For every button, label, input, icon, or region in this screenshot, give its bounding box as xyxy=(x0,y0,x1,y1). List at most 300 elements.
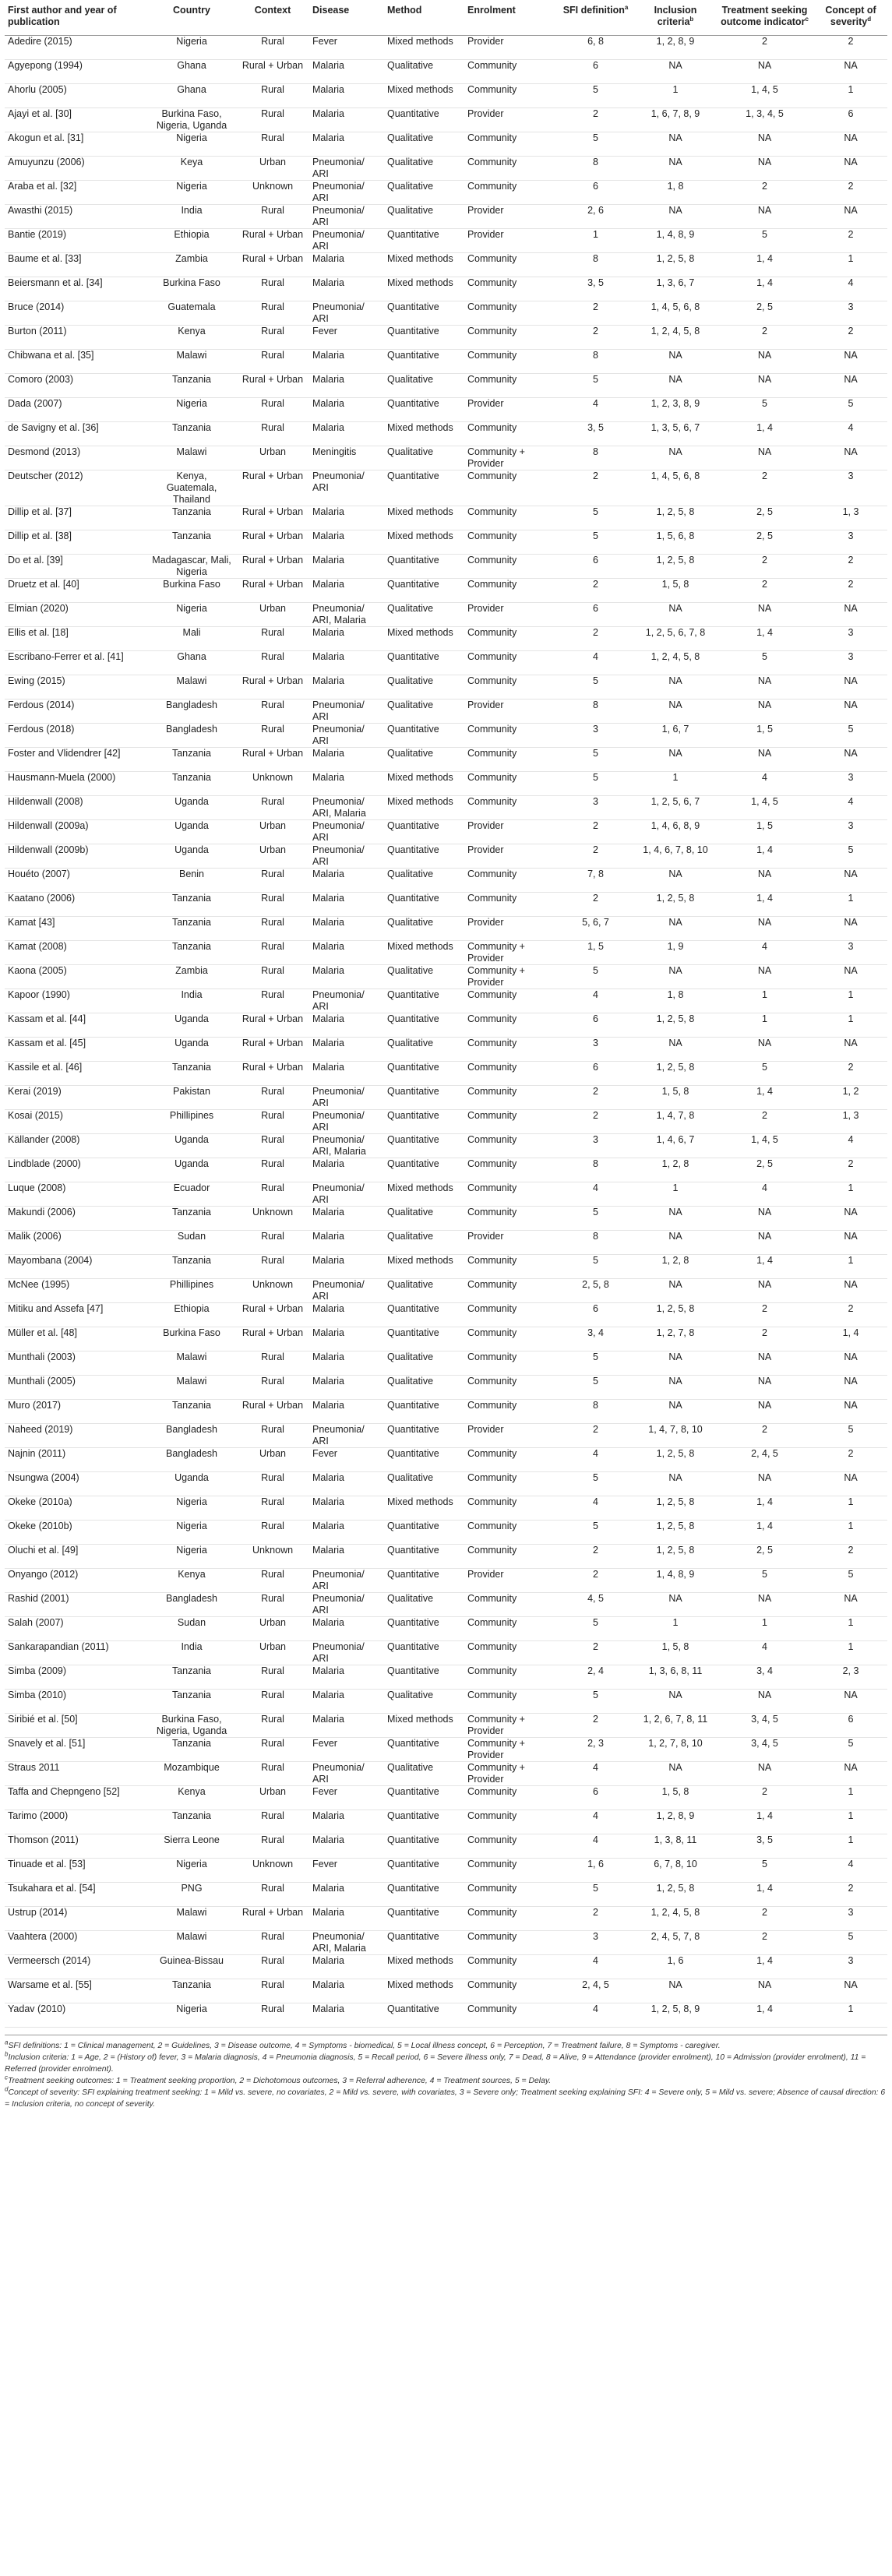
cell-concept-of-severity: NA xyxy=(814,1761,887,1785)
cell-enrolment: Community xyxy=(464,650,555,675)
table-row xyxy=(5,1158,887,1182)
cell-concept-of-severity: NA xyxy=(814,1399,887,1423)
cell-author: Rashid (2001) xyxy=(5,1592,147,1616)
cell-enrolment: Community xyxy=(464,1785,555,1810)
table-row xyxy=(5,59,887,83)
cell-sfi-definition: 3 xyxy=(555,795,636,819)
cell-context: Urban xyxy=(236,602,309,626)
cell-inclusion-criteria: 1 xyxy=(636,1182,715,1206)
table-row xyxy=(5,1399,887,1423)
cell-disease: Malaria xyxy=(309,650,384,675)
cell-country: Ghana xyxy=(147,650,236,675)
cell-country: Nigeria xyxy=(147,602,236,626)
cell-sfi-definition: 8 xyxy=(555,699,636,723)
cell-author: Houéto (2007) xyxy=(5,868,147,892)
cell-inclusion-criteria: 1 xyxy=(636,1616,715,1640)
cell-disease: Malaria xyxy=(309,397,384,421)
header-treatment-indicator: Treatment seeking outcome indicator$^c$ xyxy=(715,3,814,35)
cell-sfi-definition: 8 xyxy=(555,1158,636,1182)
cell-country: Kenya xyxy=(147,325,236,349)
cell-disease: Malaria xyxy=(309,1471,384,1496)
cell-country: Tanzania xyxy=(147,1665,236,1689)
table-row xyxy=(5,1013,887,1037)
cell-inclusion-criteria: 1, 5, 8 xyxy=(636,1640,715,1665)
cell-treatment-indicator: NA xyxy=(715,132,814,156)
cell-method: Quantitative xyxy=(384,1520,464,1544)
table-row xyxy=(5,650,887,675)
cell-method: Mixed methods xyxy=(384,771,464,795)
cell-context: Rural xyxy=(236,795,309,819)
cell-country: Bangladesh xyxy=(147,1423,236,1447)
cell-country: Phillipines xyxy=(147,1109,236,1133)
table-row xyxy=(5,1520,887,1544)
cell-country: Malawi xyxy=(147,446,236,470)
cell-country: Nigeria xyxy=(147,397,236,421)
table-row xyxy=(5,349,887,373)
cell-inclusion-criteria: 1, 2, 5, 8 xyxy=(636,1544,715,1568)
cell-enrolment: Community xyxy=(464,1037,555,1061)
cell-context: Rural + Urban xyxy=(236,1327,309,1351)
cell-concept-of-severity: 1, 2 xyxy=(814,1085,887,1109)
cell-treatment-indicator: 3, 4, 5 xyxy=(715,1713,814,1737)
table-row xyxy=(5,1568,887,1592)
cell-author: Dada (2007) xyxy=(5,397,147,421)
cell-context: Rural xyxy=(236,107,309,132)
cell-country: Nigeria xyxy=(147,132,236,156)
cell-inclusion-criteria: 1, 4, 8, 9 xyxy=(636,228,715,252)
cell-treatment-indicator: 2 xyxy=(715,1423,814,1447)
cell-inclusion-criteria: 1, 4, 8, 9 xyxy=(636,1568,715,1592)
cell-sfi-definition: 8 xyxy=(555,349,636,373)
cell-author: Araba et al. [32] xyxy=(5,180,147,204)
cell-disease: Malaria xyxy=(309,1616,384,1640)
cell-treatment-indicator: 2, 5 xyxy=(715,301,814,325)
cell-sfi-definition: 5 xyxy=(555,506,636,530)
cell-method: Quantitative xyxy=(384,107,464,132)
cell-sfi-definition: 6 xyxy=(555,1302,636,1327)
cell-enrolment: Community xyxy=(464,723,555,747)
cell-disease: Malaria xyxy=(309,1544,384,1568)
cell-method: Mixed methods xyxy=(384,83,464,107)
cell-enrolment: Community xyxy=(464,1954,555,1979)
cell-context: Rural xyxy=(236,723,309,747)
cell-inclusion-criteria: NA xyxy=(636,349,715,373)
cell-concept-of-severity: 1 xyxy=(814,892,887,916)
cell-concept-of-severity: NA xyxy=(814,59,887,83)
cell-disease: Malaria xyxy=(309,916,384,940)
cell-disease: Malaria xyxy=(309,1206,384,1230)
cell-concept-of-severity: 5 xyxy=(814,1930,887,1954)
cell-disease: Malaria xyxy=(309,554,384,578)
cell-concept-of-severity: 3 xyxy=(814,1954,887,1979)
table-row xyxy=(5,530,887,554)
cell-method: Qualitative xyxy=(384,1230,464,1254)
cell-concept-of-severity: NA xyxy=(814,699,887,723)
cell-treatment-indicator: NA xyxy=(715,916,814,940)
cell-sfi-definition: 4 xyxy=(555,2003,636,2027)
cell-enrolment: Provider xyxy=(464,916,555,940)
header-concept-of-severity: Concept of severity$^d$ xyxy=(814,3,887,35)
cell-treatment-indicator: 1, 5 xyxy=(715,819,814,844)
cell-author: Salah (2007) xyxy=(5,1616,147,1640)
table-row xyxy=(5,1785,887,1810)
cell-method: Mixed methods xyxy=(384,530,464,554)
cell-enrolment: Community + Provider xyxy=(464,1713,555,1737)
cell-method: Quantitative xyxy=(384,1665,464,1689)
cell-country: Keya xyxy=(147,156,236,180)
cell-disease: Malaria xyxy=(309,1061,384,1085)
cell-context: Rural + Urban xyxy=(236,675,309,699)
cell-method: Quantitative xyxy=(384,578,464,602)
cell-context: Rural xyxy=(236,1496,309,1520)
cell-inclusion-criteria: 1, 5, 8 xyxy=(636,578,715,602)
table-row xyxy=(5,1640,887,1665)
cell-enrolment: Community xyxy=(464,1930,555,1954)
cell-country: Benin xyxy=(147,868,236,892)
footnote-mark: b xyxy=(5,2050,9,2058)
cell-context: Urban xyxy=(236,819,309,844)
cell-treatment-indicator: 1, 4 xyxy=(715,252,814,277)
cell-treatment-indicator: 1, 4 xyxy=(715,1254,814,1278)
cell-sfi-definition: 5 xyxy=(555,964,636,988)
cell-treatment-indicator: 1, 4 xyxy=(715,1882,814,1906)
cell-concept-of-severity: 1 xyxy=(814,1254,887,1278)
cell-concept-of-severity: NA xyxy=(814,964,887,988)
cell-country: Sudan xyxy=(147,1616,236,1640)
cell-sfi-definition: 5 xyxy=(555,1254,636,1278)
cell-disease: Pneumonia/ ARI, Malaria xyxy=(309,1930,384,1954)
cell-concept-of-severity: 1, 3 xyxy=(814,1109,887,1133)
cell-treatment-indicator: NA xyxy=(715,373,814,397)
cell-inclusion-criteria: NA xyxy=(636,59,715,83)
cell-inclusion-criteria: 1, 2, 7, 8 xyxy=(636,1327,715,1351)
cell-treatment-indicator: NA xyxy=(715,1471,814,1496)
table-row xyxy=(5,421,887,446)
table-row xyxy=(5,506,887,530)
cell-country: Ethiopia xyxy=(147,228,236,252)
cell-method: Quantitative xyxy=(384,1109,464,1133)
cell-concept-of-severity: NA xyxy=(814,373,887,397)
cell-enrolment: Community xyxy=(464,1616,555,1640)
cell-disease: Pneumonia/ ARI xyxy=(309,1761,384,1785)
cell-method: Quantitative xyxy=(384,1930,464,1954)
cell-treatment-indicator: 1, 4 xyxy=(715,1520,814,1544)
cell-concept-of-severity: 5 xyxy=(814,1568,887,1592)
cell-treatment-indicator: NA xyxy=(715,1351,814,1375)
cell-enrolment: Provider xyxy=(464,204,555,228)
cell-context: Rural xyxy=(236,892,309,916)
cell-treatment-indicator: 1, 4 xyxy=(715,1954,814,1979)
cell-method: Mixed methods xyxy=(384,1954,464,1979)
cell-method: Quantitative xyxy=(384,325,464,349)
table-row xyxy=(5,1858,887,1882)
cell-country: Sierra Leone xyxy=(147,1834,236,1858)
cell-author: Kerai (2019) xyxy=(5,1085,147,1109)
cell-sfi-definition: 4 xyxy=(555,1182,636,1206)
cell-enrolment: Community xyxy=(464,1278,555,1302)
cell-disease: Malaria xyxy=(309,277,384,301)
cell-method: Quantitative xyxy=(384,1085,464,1109)
cell-country: Kenya xyxy=(147,1568,236,1592)
table-row xyxy=(5,1616,887,1640)
cell-author: Agyepong (1994) xyxy=(5,59,147,83)
cell-country: Burkina Faso, Nigeria, Uganda xyxy=(147,1713,236,1737)
cell-method: Quantitative xyxy=(384,844,464,868)
cell-enrolment: Community xyxy=(464,747,555,771)
cell-inclusion-criteria: 1, 2, 5, 6, 7 xyxy=(636,795,715,819)
table-row xyxy=(5,397,887,421)
cell-sfi-definition: 5 xyxy=(555,1689,636,1713)
cell-treatment-indicator: NA xyxy=(715,156,814,180)
table-header xyxy=(5,3,887,35)
cell-context: Rural + Urban xyxy=(236,1061,309,1085)
cell-method: Quantitative xyxy=(384,349,464,373)
cell-sfi-definition: 8 xyxy=(555,1399,636,1423)
cell-enrolment: Community xyxy=(464,578,555,602)
cell-inclusion-criteria: NA xyxy=(636,156,715,180)
cell-sfi-definition: 4, 5 xyxy=(555,1592,636,1616)
cell-author: Lindblade (2000) xyxy=(5,1158,147,1182)
cell-inclusion-criteria: 1, 2, 7, 8, 10 xyxy=(636,1737,715,1761)
cell-method: Qualitative xyxy=(384,747,464,771)
table-row xyxy=(5,277,887,301)
cell-sfi-definition: 2 xyxy=(555,325,636,349)
cell-concept-of-severity: NA xyxy=(814,1375,887,1399)
cell-inclusion-criteria: NA xyxy=(636,1351,715,1375)
cell-disease: Malaria xyxy=(309,132,384,156)
table-row xyxy=(5,1109,887,1133)
cell-concept-of-severity: 2 xyxy=(814,1882,887,1906)
cell-sfi-definition: 7, 8 xyxy=(555,868,636,892)
cell-inclusion-criteria: 1, 2, 8, 9 xyxy=(636,35,715,59)
cell-author: Hildenwall (2009a) xyxy=(5,819,147,844)
cell-method: Mixed methods xyxy=(384,1182,464,1206)
cell-sfi-definition: 2 xyxy=(555,470,636,506)
cell-context: Urban xyxy=(236,1616,309,1640)
cell-context: Rural + Urban xyxy=(236,1906,309,1930)
cell-country: Malawi xyxy=(147,349,236,373)
cell-enrolment: Community xyxy=(464,252,555,277)
cell-method: Quantitative xyxy=(384,988,464,1013)
cell-inclusion-criteria: 1, 4, 5, 6, 8 xyxy=(636,470,715,506)
cell-country: Nigeria xyxy=(147,180,236,204)
cell-enrolment: Community xyxy=(464,1447,555,1471)
cell-method: Qualitative xyxy=(384,868,464,892)
cell-country: Burkina Faso xyxy=(147,1327,236,1351)
table-row xyxy=(5,1423,887,1447)
cell-concept-of-severity: 1 xyxy=(814,1616,887,1640)
cell-inclusion-criteria: 1 xyxy=(636,83,715,107)
cell-concept-of-severity: 1 xyxy=(814,1013,887,1037)
cell-country: India xyxy=(147,988,236,1013)
cell-method: Qualitative xyxy=(384,156,464,180)
cell-country: Sudan xyxy=(147,1230,236,1254)
cell-treatment-indicator: 2 xyxy=(715,1930,814,1954)
cell-concept-of-severity: 1 xyxy=(814,1785,887,1810)
cell-inclusion-criteria: 1, 3, 5, 6, 7 xyxy=(636,421,715,446)
cell-method: Quantitative xyxy=(384,1133,464,1158)
footnote xyxy=(5,2075,887,2087)
cell-disease: Pneumonia/ ARI xyxy=(309,1085,384,1109)
cell-author: de Savigny et al. [36] xyxy=(5,421,147,446)
cell-sfi-definition: 4 xyxy=(555,650,636,675)
cell-enrolment: Community xyxy=(464,554,555,578)
cell-inclusion-criteria: 1, 2, 8 xyxy=(636,1254,715,1278)
cell-treatment-indicator: NA xyxy=(715,699,814,723)
cell-inclusion-criteria: NA xyxy=(636,1399,715,1423)
cell-disease: Pneumonia/ ARI, Malaria xyxy=(309,1133,384,1158)
cell-country: Guatemala xyxy=(147,301,236,325)
cell-sfi-definition: 2 xyxy=(555,844,636,868)
cell-concept-of-severity: 1, 3 xyxy=(814,506,887,530)
cell-sfi-definition: 2 xyxy=(555,1544,636,1568)
cell-concept-of-severity: 1 xyxy=(814,988,887,1013)
cell-author: Munthali (2005) xyxy=(5,1375,147,1399)
footnote xyxy=(5,2040,887,2052)
cell-concept-of-severity: 4 xyxy=(814,1133,887,1158)
cell-enrolment: Provider xyxy=(464,228,555,252)
cell-method: Mixed methods xyxy=(384,795,464,819)
cell-country: Uganda xyxy=(147,1013,236,1037)
cell-country: Burkina Faso xyxy=(147,277,236,301)
cell-treatment-indicator: 3, 4, 5 xyxy=(715,1737,814,1761)
cell-context: Rural xyxy=(236,35,309,59)
cell-method: Mixed methods xyxy=(384,1713,464,1737)
cell-concept-of-severity: 2 xyxy=(814,554,887,578)
cell-enrolment: Community xyxy=(464,868,555,892)
cell-author: Dillip et al. [38] xyxy=(5,530,147,554)
cell-context: Rural xyxy=(236,626,309,650)
cell-context: Urban xyxy=(236,1447,309,1471)
cell-enrolment: Community + Provider xyxy=(464,964,555,988)
cell-method: Quantitative xyxy=(384,301,464,325)
cell-enrolment: Community xyxy=(464,83,555,107)
cell-enrolment: Provider xyxy=(464,1423,555,1447)
cell-inclusion-criteria: NA xyxy=(636,1375,715,1399)
cell-country: India xyxy=(147,204,236,228)
cell-author: Naheed (2019) xyxy=(5,1423,147,1447)
cell-inclusion-criteria: 1, 2, 4, 5, 8 xyxy=(636,325,715,349)
cell-disease: Malaria xyxy=(309,747,384,771)
cell-enrolment: Community xyxy=(464,892,555,916)
cell-concept-of-severity: NA xyxy=(814,1206,887,1230)
cell-concept-of-severity: 2, 3 xyxy=(814,1665,887,1689)
footnote-text: Concept of severity: SFI explaining treatment seeking: 1 = Mild vs. severe, no covariates, 2 = Mild vs. severe, with covariates, 3 = Severe only; Treatment seeking explaining SFI: 4 = Severe only, 5 = Mild vs. severe; Absence of causal direction: 6 = Inclusion criteria, no concept of severity. xyxy=(5,2088,886,2109)
cell-method: Qualitative xyxy=(384,1761,464,1785)
cell-method: Mixed methods xyxy=(384,1254,464,1278)
cell-concept-of-severity: 1 xyxy=(814,1182,887,1206)
cell-country: Nigeria xyxy=(147,1544,236,1568)
cell-concept-of-severity: NA xyxy=(814,1979,887,2003)
cell-country: Malawi xyxy=(147,1351,236,1375)
cell-sfi-definition: 5 xyxy=(555,675,636,699)
cell-disease: Fever xyxy=(309,1858,384,1882)
table-row xyxy=(5,35,887,59)
cell-treatment-indicator: 2, 4, 5 xyxy=(715,1447,814,1471)
cell-inclusion-criteria: 1, 8 xyxy=(636,988,715,1013)
cell-disease: Malaria xyxy=(309,1954,384,1979)
cell-context: Rural xyxy=(236,277,309,301)
cell-enrolment: Community xyxy=(464,1471,555,1496)
cell-inclusion-criteria: 1, 8 xyxy=(636,180,715,204)
cell-disease: Malaria xyxy=(309,1882,384,1906)
cell-method: Qualitative xyxy=(384,1471,464,1496)
cell-disease: Malaria xyxy=(309,1351,384,1375)
cell-inclusion-criteria: 1, 3, 6, 8, 11 xyxy=(636,1665,715,1689)
cell-sfi-definition: 8 xyxy=(555,156,636,180)
cell-concept-of-severity: NA xyxy=(814,156,887,180)
cell-treatment-indicator: 2 xyxy=(715,325,814,349)
table-row xyxy=(5,916,887,940)
cell-context: Rural xyxy=(236,1568,309,1592)
cell-author: Oluchi et al. [49] xyxy=(5,1544,147,1568)
cell-method: Qualitative xyxy=(384,1375,464,1399)
cell-sfi-definition: 4 xyxy=(555,1761,636,1785)
cell-country: Bangladesh xyxy=(147,699,236,723)
cell-method: Quantitative xyxy=(384,228,464,252)
cell-sfi-definition: 2, 3 xyxy=(555,1737,636,1761)
cell-disease: Malaria xyxy=(309,964,384,988)
cell-context: Rural xyxy=(236,1471,309,1496)
cell-inclusion-criteria: NA xyxy=(636,132,715,156)
cell-enrolment: Community xyxy=(464,470,555,506)
cell-country: Malawi xyxy=(147,1930,236,1954)
cell-context: Rural xyxy=(236,1834,309,1858)
header-inclusion-criteria: Inclusion criteria$^b$ xyxy=(636,3,715,35)
cell-treatment-indicator: NA xyxy=(715,1979,814,2003)
cell-author: Foster and Vlidendrer [42] xyxy=(5,747,147,771)
cell-inclusion-criteria: NA xyxy=(636,446,715,470)
cell-enrolment: Community xyxy=(464,795,555,819)
cell-concept-of-severity: NA xyxy=(814,349,887,373)
cell-enrolment: Community xyxy=(464,1689,555,1713)
table-row xyxy=(5,795,887,819)
cell-author: Ferdous (2018) xyxy=(5,723,147,747)
table-row xyxy=(5,868,887,892)
cell-author: Okeke (2010a) xyxy=(5,1496,147,1520)
cell-method: Quantitative xyxy=(384,1544,464,1568)
cell-sfi-definition: 5 xyxy=(555,771,636,795)
cell-context: Rural xyxy=(236,1375,309,1399)
cell-sfi-definition: 2 xyxy=(555,107,636,132)
table-row xyxy=(5,819,887,844)
cell-context: Rural xyxy=(236,1930,309,1954)
cell-disease: Pneumonia/ ARI xyxy=(309,844,384,868)
cell-concept-of-severity: NA xyxy=(814,1230,887,1254)
header-country: Country xyxy=(147,3,236,35)
cell-concept-of-severity: 1 xyxy=(814,2003,887,2027)
cell-concept-of-severity: 6 xyxy=(814,107,887,132)
cell-treatment-indicator: NA xyxy=(715,1375,814,1399)
cell-disease: Pneumonia/ ARI xyxy=(309,156,384,180)
cell-enrolment: Community xyxy=(464,1133,555,1158)
cell-treatment-indicator: 2, 5 xyxy=(715,1544,814,1568)
cell-sfi-definition: 2, 6 xyxy=(555,204,636,228)
cell-country: Pakistan xyxy=(147,1085,236,1109)
cell-country: Uganda xyxy=(147,1158,236,1182)
cell-treatment-indicator: NA xyxy=(715,1278,814,1302)
cell-treatment-indicator: NA xyxy=(715,675,814,699)
table-row xyxy=(5,1351,887,1375)
cell-concept-of-severity: NA xyxy=(814,1037,887,1061)
cell-context: Rural xyxy=(236,1761,309,1785)
cell-sfi-definition: 8 xyxy=(555,252,636,277)
cell-sfi-definition: 6 xyxy=(555,1013,636,1037)
cell-country: Tanzania xyxy=(147,506,236,530)
cell-sfi-definition: 5 xyxy=(555,83,636,107)
cell-disease: Fever xyxy=(309,1785,384,1810)
cell-author: Tsukahara et al. [54] xyxy=(5,1882,147,1906)
